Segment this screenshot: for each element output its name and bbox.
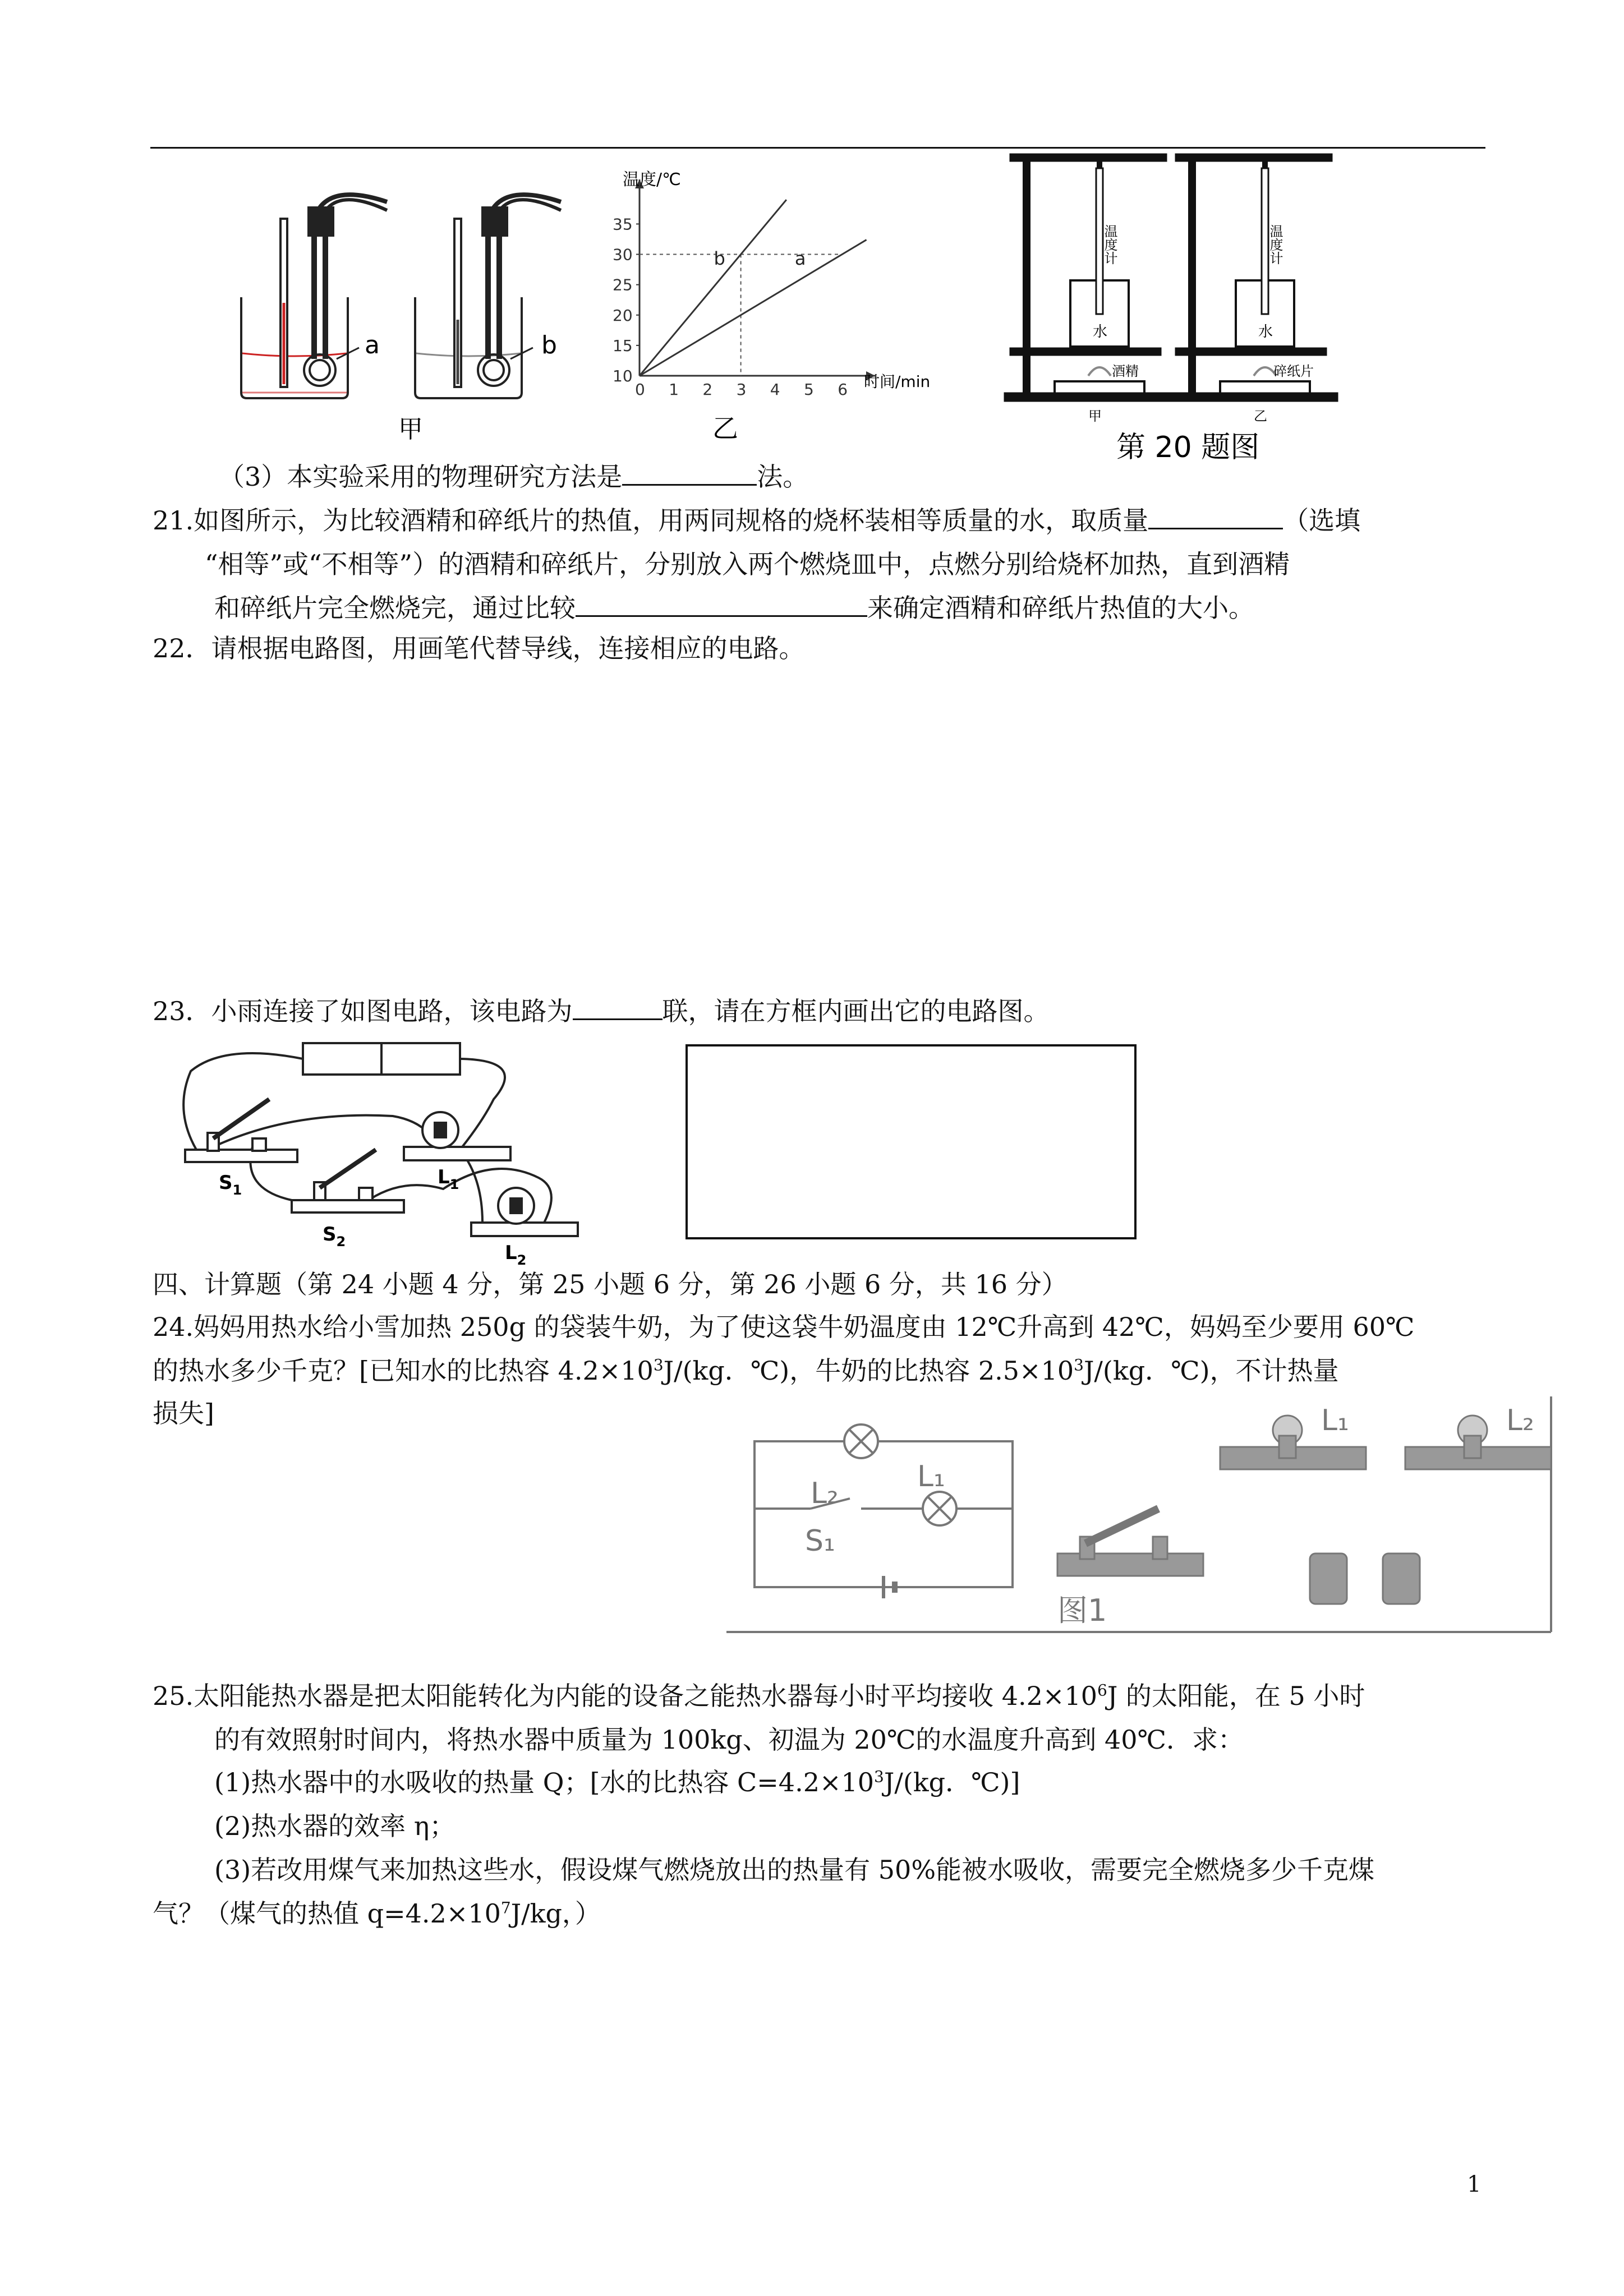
q25-line1: 25.太阳能热水器是把太阳能转化为内能的设备之能热水器每小时平均接收 $4.2\times 10^6J$ 的太阳能，在 5 小时: [153, 1681, 1365, 1711]
heater-b-label: b: [541, 331, 557, 359]
fig1-caption: 图1: [1057, 1593, 1107, 1628]
stand-yi-label: 乙: [1254, 408, 1267, 424]
schem-l2-label: L₂: [811, 1477, 839, 1510]
stand-jia-water: 水: [1093, 324, 1108, 340]
graph-ylabel: 温度/℃: [623, 170, 681, 190]
x-tick-label: 6: [838, 380, 848, 399]
y-tick-label: 35: [613, 215, 633, 234]
stand-yi-thermometer: 温度计: [1267, 224, 1283, 265]
figure-1-circuit: [721, 1396, 1557, 1638]
q24-line3: 损失]: [153, 1398, 214, 1428]
stand-jia-thermometer: 温度计: [1102, 224, 1117, 265]
page-number: 1: [1467, 2171, 1482, 2197]
q22: 22．请根据电路图，用画笔代替导线，连接相应的电路。: [153, 633, 805, 663]
beaker-a: [241, 195, 387, 398]
q21-line1: 21.如图所示，为比较酒精和碎纸片的热值，用两同规格的烧杯装相等质量的水，取质量 （选填: [153, 499, 1360, 542]
heater-a-label: a: [365, 331, 380, 359]
real-l1-label: L₁: [1321, 1404, 1349, 1437]
y-tick-label: 10: [613, 367, 633, 385]
beaker-b: [415, 195, 561, 398]
answer-blank-q21-b[interactable]: [576, 587, 867, 617]
q20-3: （3）本实验采用的物理研究方法是 法。: [219, 455, 808, 498]
stand-yi-fuel: 碎纸片: [1273, 363, 1314, 379]
q23: 23．小雨连接了如图电路，该电路为 联，请在方框内画出它的电路图。: [153, 990, 1050, 1032]
fig-yi-caption: 乙: [712, 413, 738, 444]
circuit23-l2-label: $L_2$: [505, 1242, 527, 1268]
stand-yi-water: 水: [1258, 324, 1273, 340]
q25-part3-line2: 气？（煤气的热值 $q=4.2\times 10^7J/kg$，）: [153, 1898, 601, 1929]
y-tick-label: 20: [613, 306, 633, 325]
y-tick-label: 25: [613, 275, 633, 294]
fig-jia-caption: 甲: [398, 415, 423, 444]
figure-jia-heaters: [230, 191, 589, 443]
x-tick-label: 5: [804, 380, 814, 399]
y-tick-label: 15: [613, 336, 633, 355]
series-label-a: a: [794, 247, 806, 269]
figure-20-stands: [1004, 151, 1352, 465]
circuit23-s1-label: $S_1$: [219, 1172, 242, 1198]
answer-blank-q20-3[interactable]: [622, 456, 757, 486]
fig20-caption: 第 20 题图: [1116, 431, 1260, 464]
q24-line2: 的热水多少千克？[已知水的比热容 $4.2\times 10^3J/(kg$．℃)，牛奶的比热容 $2.5\times 10^3J/(kg$．℃)，不计热量: [153, 1356, 1339, 1386]
circuit23-l1-label: $L_1$: [438, 1166, 459, 1192]
x-tick-label: 2: [702, 380, 713, 399]
section-4-heading: 四、计算题（第 24 小题 4 分，第 25 小题 6 分，第 26 小题 6 分，共 16 分）: [153, 1269, 1068, 1299]
circuit-23-drawing: [180, 1032, 606, 1268]
stand-jia-fuel: 酒精: [1112, 363, 1139, 379]
series-line-b: [640, 200, 786, 376]
stand-jia-label: 甲: [1088, 408, 1102, 424]
x-tick-label: 0: [635, 380, 645, 399]
series-label-b: b: [714, 247, 725, 269]
q25-line2: 的有效照射时间内，将热水器中质量为 100kg、初温为 20℃的水温度升高到 40℃．求：: [214, 1725, 1244, 1755]
q24-line1: 24.妈妈用热水给小雪加热 250g 的袋装牛奶，为了使这袋牛奶温度由 12℃升高到 42℃，妈妈至少要用 60℃: [153, 1312, 1415, 1342]
figure-yi-graph: [606, 163, 954, 449]
x-tick-label: 3: [736, 380, 747, 399]
q21-line2: “相等”或“不相等”）的酒精和碎纸片，分别放入两个燃烧皿中，点燃分别给烧杯加热，直到酒精: [205, 549, 1290, 579]
y-tick-label: 30: [613, 245, 633, 264]
circuit23-s2-label: $S_2$: [323, 1223, 346, 1250]
q25-part3-line1: (3)若改用煤气来加热这些水，假设煤气燃烧放出的热量有 50%能被水吸收，需要完全燃烧多少千克煤: [214, 1855, 1375, 1885]
stand-jia: [1004, 154, 1172, 402]
x-tick-label: 1: [669, 380, 679, 399]
answer-blank-q21-a[interactable]: [1148, 500, 1283, 529]
schem-l1-label: L₁: [917, 1460, 945, 1493]
header-rule: [150, 147, 1485, 149]
q25-part2: (2)热水器的效率 η；: [214, 1811, 456, 1841]
schem-s1-label: S₁: [805, 1524, 835, 1558]
answer-blank-q23[interactable]: [573, 990, 663, 1020]
x-tick-label: 4: [770, 380, 780, 399]
answer-box-q23[interactable]: [686, 1044, 1137, 1239]
graph-xlabel: 时间/min: [864, 372, 931, 391]
q21-line3: 和碎纸片完全燃烧完，通过比较 来确定酒精和碎纸片热值的大小。: [214, 587, 1254, 629]
series-line-a: [640, 240, 867, 376]
q25-part1: (1)热水器中的水吸收的热量 Q；[水的比热容 $C=4.2\times 10^3J/(kg$．℃)]: [214, 1767, 1020, 1797]
real-l2-label: L₂: [1506, 1404, 1534, 1437]
